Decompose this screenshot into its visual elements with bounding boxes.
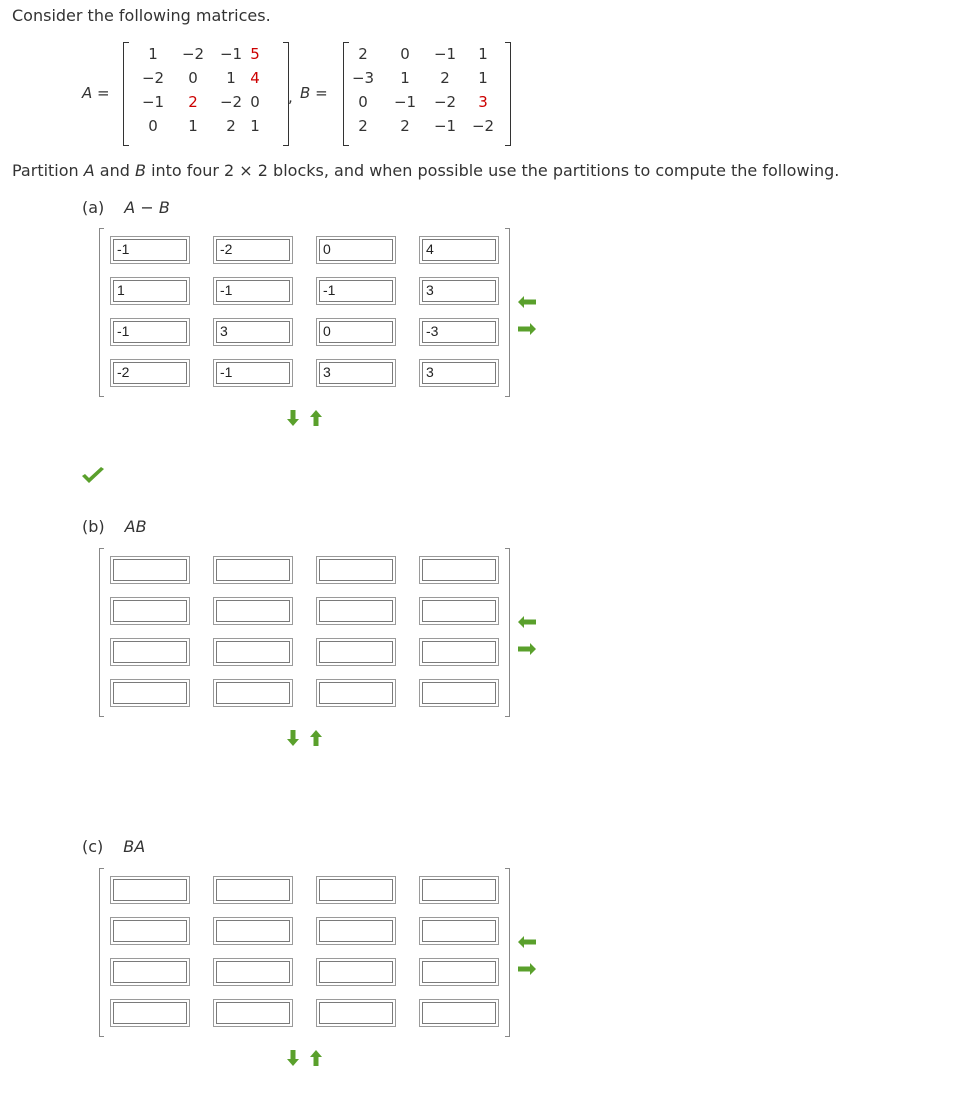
answer-input-c-r4c3[interactable] — [316, 999, 396, 1027]
answer-input-a-r1c3[interactable] — [316, 236, 396, 264]
matrix-a-entry: 0 — [250, 93, 260, 111]
matrix-b-entry: 1 — [478, 45, 488, 63]
answer-input-b-r4c4[interactable] — [419, 679, 499, 707]
answer-matrix-right-bracket — [505, 868, 510, 1037]
partition-instructions: Partition A and B into four 2 × 2 blocks, and when possible use the partitions to compute the following. — [12, 161, 840, 180]
matrix-a-label: A = — [82, 84, 110, 102]
answer-input-a-r2c3[interactable] — [316, 277, 396, 305]
answer-input-b-r2c3[interactable] — [316, 597, 396, 625]
matrix-a-entry: −1 — [219, 45, 243, 63]
answer-input-c-r1c4[interactable] — [419, 876, 499, 904]
answer-input-b-r4c2[interactable] — [213, 679, 293, 707]
answer-input-c-r2c4[interactable] — [419, 917, 499, 945]
matrix-separator: , — [288, 88, 293, 106]
part-b-label — [82, 517, 147, 536]
answer-matrix-left-bracket — [99, 868, 104, 1037]
answer-input-c-r2c2[interactable] — [213, 917, 293, 945]
remove-row-arrow-icon-a[interactable] — [305, 409, 327, 427]
answer-input-a-r2c1[interactable] — [110, 277, 190, 305]
answer-input-value: 0 — [323, 323, 331, 339]
matrix-a-entry: 0 — [188, 69, 198, 87]
answer-input-a-r1c2[interactable] — [213, 236, 293, 264]
answer-input-b-r2c2[interactable] — [213, 597, 293, 625]
matrix-a-entry: 2 — [226, 117, 236, 135]
matrix-a-entry: 1 — [188, 117, 198, 135]
answer-input-a-r2c4[interactable] — [419, 277, 499, 305]
answer-input-b-r2c1[interactable] — [110, 597, 190, 625]
answer-input-value: -2 — [220, 241, 233, 257]
answer-input-c-r3c2[interactable] — [213, 958, 293, 986]
matrix-b-entry: −1 — [393, 93, 417, 111]
answer-input-value: 3 — [426, 364, 434, 380]
matrix-b-entry: 1 — [478, 69, 488, 87]
matrix-a-entry: 1 — [250, 117, 260, 135]
answer-input-c-r4c4[interactable] — [419, 999, 499, 1027]
answer-input-c-r1c1[interactable] — [110, 876, 190, 904]
answer-input-a-r4c3[interactable] — [316, 359, 396, 387]
add-column-arrow-icon-c[interactable] — [516, 960, 538, 978]
answer-input-c-r2c3[interactable] — [316, 917, 396, 945]
answer-input-a-r4c1[interactable] — [110, 359, 190, 387]
correct-check-icon — [80, 466, 106, 486]
part-c-label — [82, 837, 145, 856]
answer-input-a-r3c3[interactable] — [316, 318, 396, 346]
answer-input-value: 3 — [426, 282, 434, 298]
answer-input-a-r1c4[interactable] — [419, 236, 499, 264]
part-c-letter: (c) — [82, 837, 104, 856]
part-a-expression: A − B — [124, 198, 170, 217]
matrix-a-left-bracket — [123, 42, 129, 146]
matrix-b-label: B = — [300, 84, 328, 102]
matrix-a-entry: 5 — [250, 45, 260, 63]
answer-input-c-r3c1[interactable] — [110, 958, 190, 986]
matrix-b-entry: −3 — [351, 69, 375, 87]
answer-input-c-r4c1[interactable] — [110, 999, 190, 1027]
remove-column-arrow-icon-b[interactable] — [516, 613, 538, 631]
part-b-expression: AB — [124, 517, 147, 536]
matrix-b-entry: 0 — [400, 45, 410, 63]
add-column-arrow-icon-b[interactable] — [516, 640, 538, 658]
answer-input-value: -1 — [220, 364, 233, 380]
matrix-b-entry: 2 — [358, 117, 368, 135]
answer-input-b-r3c2[interactable] — [213, 638, 293, 666]
remove-column-arrow-icon-a[interactable] — [516, 293, 538, 311]
matrix-b-entry: 2 — [440, 69, 450, 87]
answer-input-b-r1c4[interactable] — [419, 556, 499, 584]
answer-input-value: 3 — [323, 364, 331, 380]
answer-input-b-r1c1[interactable] — [110, 556, 190, 584]
matrix-a-entry: −1 — [141, 93, 165, 111]
answer-input-value: 3 — [220, 323, 228, 339]
answer-input-a-r3c1[interactable] — [110, 318, 190, 346]
part-a-letter: (a) — [82, 198, 105, 217]
answer-input-b-r1c2[interactable] — [213, 556, 293, 584]
remove-column-arrow-icon-c[interactable] — [516, 933, 538, 951]
answer-matrix-right-bracket — [505, 548, 510, 717]
answer-input-b-r3c1[interactable] — [110, 638, 190, 666]
matrix-b-entry: 1 — [400, 69, 410, 87]
answer-input-b-r4c1[interactable] — [110, 679, 190, 707]
answer-input-value: -1 — [117, 241, 130, 257]
answer-input-a-r3c2[interactable] — [213, 318, 293, 346]
answer-input-b-r2c4[interactable] — [419, 597, 499, 625]
matrix-a-entry: 0 — [148, 117, 158, 135]
answer-input-value: 0 — [323, 241, 331, 257]
answer-input-b-r1c3[interactable] — [316, 556, 396, 584]
matrix-a-entry: −2 — [141, 69, 165, 87]
intro-text: Consider the following matrices. — [12, 6, 271, 25]
answer-matrix-right-bracket — [505, 228, 510, 397]
part-b-letter: (b) — [82, 517, 105, 536]
answer-input-a-r4c4[interactable] — [419, 359, 499, 387]
answer-input-a-r1c1[interactable] — [110, 236, 190, 264]
answer-input-a-r3c4[interactable] — [419, 318, 499, 346]
matrix-b-right-bracket — [505, 42, 511, 146]
answer-input-value: -1 — [117, 323, 130, 339]
matrix-b-entry: −1 — [433, 45, 457, 63]
matrix-b-entry: 3 — [478, 93, 488, 111]
matrix-a-entry: 1 — [226, 69, 236, 87]
answer-input-value: 1 — [117, 282, 125, 298]
matrix-a-entry: 2 — [188, 93, 198, 111]
remove-row-arrow-icon-b[interactable] — [305, 729, 327, 747]
remove-row-arrow-icon-c[interactable] — [305, 1049, 327, 1067]
answer-input-b-r4c3[interactable] — [316, 679, 396, 707]
add-column-arrow-icon-a[interactable] — [516, 320, 538, 338]
answer-input-a-r2c2[interactable] — [213, 277, 293, 305]
matrix-b-entry: 2 — [358, 45, 368, 63]
add-row-arrow-icon-a[interactable] — [282, 409, 304, 427]
matrix-a-entry: −2 — [181, 45, 205, 63]
answer-input-value: -1 — [323, 282, 336, 298]
answer-input-c-r1c3[interactable] — [316, 876, 396, 904]
answer-input-value: 4 — [426, 241, 434, 257]
matrix-b-entry: −2 — [471, 117, 495, 135]
part-c-expression: BA — [123, 837, 146, 856]
answer-matrix-left-bracket — [99, 228, 104, 397]
answer-input-b-r3c4[interactable] — [419, 638, 499, 666]
answer-input-c-r3c4[interactable] — [419, 958, 499, 986]
answer-input-c-r3c3[interactable] — [316, 958, 396, 986]
matrix-a-entry: −2 — [219, 93, 243, 111]
add-row-arrow-icon-c[interactable] — [282, 1049, 304, 1067]
add-row-arrow-icon-b[interactable] — [282, 729, 304, 747]
matrix-b-entry: −1 — [433, 117, 457, 135]
answer-input-a-r4c2[interactable] — [213, 359, 293, 387]
answer-input-value: -2 — [117, 364, 130, 380]
matrix-b-entry: −2 — [433, 93, 457, 111]
answer-input-c-r1c2[interactable] — [213, 876, 293, 904]
answer-input-value: -3 — [426, 323, 439, 339]
matrix-b-entry: 2 — [400, 117, 410, 135]
answer-input-b-r3c3[interactable] — [316, 638, 396, 666]
part-a-label — [82, 198, 170, 217]
matrix-a-entry: 1 — [148, 45, 158, 63]
answer-input-c-r2c1[interactable] — [110, 917, 190, 945]
matrix-a-entry: 4 — [250, 69, 260, 87]
answer-input-value: -1 — [220, 282, 233, 298]
answer-matrix-left-bracket — [99, 548, 104, 717]
answer-input-c-r4c2[interactable] — [213, 999, 293, 1027]
matrix-b-entry: 0 — [358, 93, 368, 111]
